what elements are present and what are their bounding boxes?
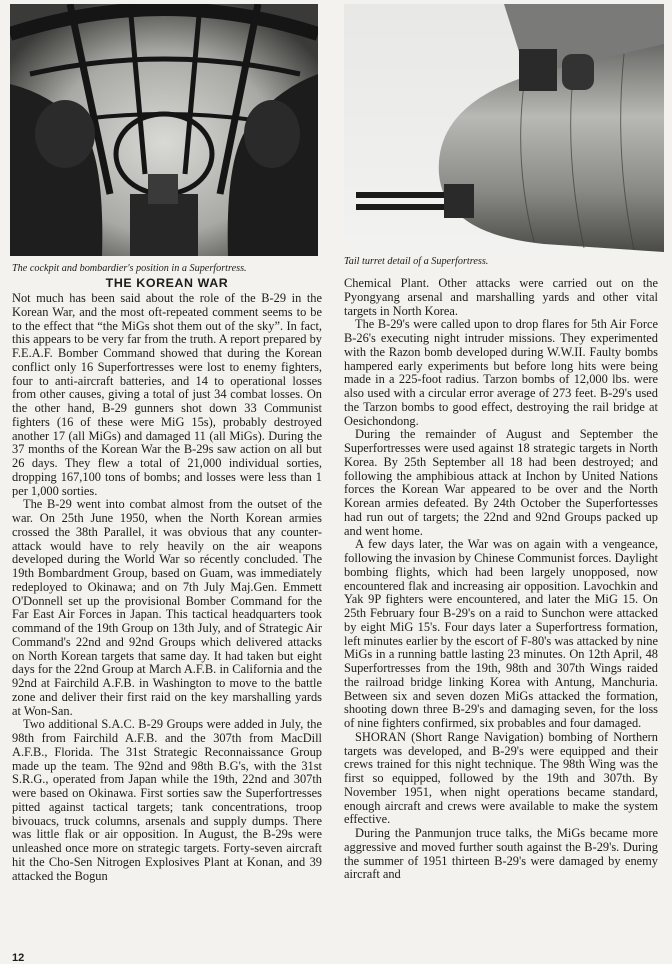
left-photo-caption: The cockpit and bombardier's position in a Superfortress.	[12, 263, 247, 274]
article-paragraph: The B-29's were called upon to drop flares for 5th Air Force B-26's executing night intruder missions. They experimented with the Razon bomb developed during W.W.II. Faulty bombs hampered early experiments but before long hits were being made in a 225-foot radius. Tarzon bombs of 12,000 lbs. were also used with a circular error average of 273 feet. B-29's used the Tarzon bombs to good effect, destroying the rail bridge at Oesichondong.	[344, 317, 658, 428]
article-paragraph: A few days later, the War was on again with a vengeance, following the invasion by Chinese Communist forces. Daylight bombing flights, which had been largely unopposed, now encountered flak and increasing air opposition. Lavochkin and Yak 9P fighters were encountered, and later the MiG 15. On 25th February four B-29's on a raid to Sunchon were attacked by eight MiG 15's. Four days later a Superfortress formation, left minutes earlier by the escort of F-80's was attacked by nine MiGs in a running battle lasting 23 minutes. On 12th April, 48 Superfortresses from the 19th, 98th and 307th Wings raided the railroad bridge linking Korea with Antung, Manchuria. Between six and seven dozen MiGs attacked the formation, shooting down three B-29's and damaging seven, for the loss of nine fighters confirmed, six probables and four damaged.	[344, 537, 658, 730]
cockpit-photo-image	[10, 4, 318, 256]
article-paragraph: The B-29 went into combat almost from the outset of the war. On 25th June 1950, when the North Korean armies crossed the 38th Parallel, it was obvious that any counter-attack would have to rely heavily on the air weapons developed during the World War so récently concluded. The 19th Bombardment Group, based on Guam, was immediately redeployed to Okinawa; and on 7th July Maj.Gen. Emmett O'Donnell set up the provisional Bomber Command for the Far East Air Forces in Japan. This tactical headquarters took command of the 19th Group on 13th July, and of Strategic Air Command's 22nd and 92nd Groups which delivered attacks on North Korean targets that same day. It had taken but eight days for the 22nd Group at March A.F.B. in California and the 92nd at Fairchild A.F.B. in Washington to move to the battle zone and deliver their first raid on the key marshalling yards at Won-San.	[12, 497, 322, 718]
article-paragraph: Chemical Plant. Other attacks were carried out on the Pyongyang arsenal and marshalling yards and other vital targets in North Korea.	[344, 276, 658, 318]
article-right-column	[344, 277, 658, 882]
article-heading: THE KOREAN WAR	[105, 276, 229, 290]
right-photo-caption: Tail turret detail of a Superfortress.	[344, 256, 489, 267]
article-paragraph: During the Panmunjon truce talks, the MiGs became more aggressive and moved further south against the B-29's. During the summer of 1951 thirteen B-29's were damaged by enemy aircraft and	[344, 826, 658, 882]
article-paragraph: Two additional S.A.C. B-29 Groups were added in July, the 98th from Fairchild A.F.B. and the 307th from MacDill A.F.B., Florida. The 31st Strategic Reconnaissance Group made up the team. The 92nd and 98th B.G's, with the 31st S.R.G., operated from Japan while the 19th, 22nd and 307th were based on Okinawa. First sorties saw the Superfortresses pitted against tactical targets; tank concentrations, troop bivouacs, truck columns, arsenals and supply dumps. There was little flak or air opposition. In August, the B-29s were unleashed once more on strategic targets. Forty-seven aircraft hit the Cho-Sen Nitrogen Explosives Plant at Konan, and 39 attacked the Bogun	[12, 717, 322, 883]
tail-turret-photo	[344, 4, 664, 252]
article-paragraph: Not much has been said about the role of the B-29 in the Korean War, and the most oft-repeated comment seems to be to the effect that “the MiGs shot them out of the sky”. In fact, this appears to be very far from the truth. A report prepared by F.E.A.F. Bomber Command showed that during the Korean conflict only 16 Superfortresses were lost to enemy fighters, four to anti-aircraft batteries, and 14 to operational losses from other causes, giving a total of just 34 combat losses. On the other hand, B-29 gunners shot down 33 Communist fighters (16 of these were MiG 15s), probably destroyed another 17 (all MiGs) and damaged 11 (all MiGs). During the 37 months of the Korean War the B-29s saw action on all but 26 days. They flew a total of 21,000 individual sorties, dropping 167,100 tons of bombs; and losses were less than 1 per 1,000 sorties.	[12, 291, 322, 498]
page-number: 12	[12, 952, 25, 964]
article-left-column	[12, 276, 322, 883]
tail-turret-photo-image	[344, 4, 664, 252]
article-paragraph: During the remainder of August and September the Superfortresses were used against 18 strategic targets in North Korea. By 25th September all 18 had been destroyed; and following the amphibious attack at Inchon by United Nations forces the Korean War appeared to be over and the North Korean armies defeated. By 24th October the Superfortesses had run out of targets; the 22nd and 92nd Groups packed up and went home.	[344, 427, 658, 538]
article-paragraph: SHORAN (Short Range Navigation) bombing of Northern targets was developed, and B-29's were equipped and their crews trained for this night technique. The 98th Wing was the first so equipped, followed by the 19th and 307th. By November 1951, when night operations became standard, enough aircraft and crews were available to make the system effective.	[344, 729, 658, 827]
cockpit-photo	[10, 4, 318, 256]
